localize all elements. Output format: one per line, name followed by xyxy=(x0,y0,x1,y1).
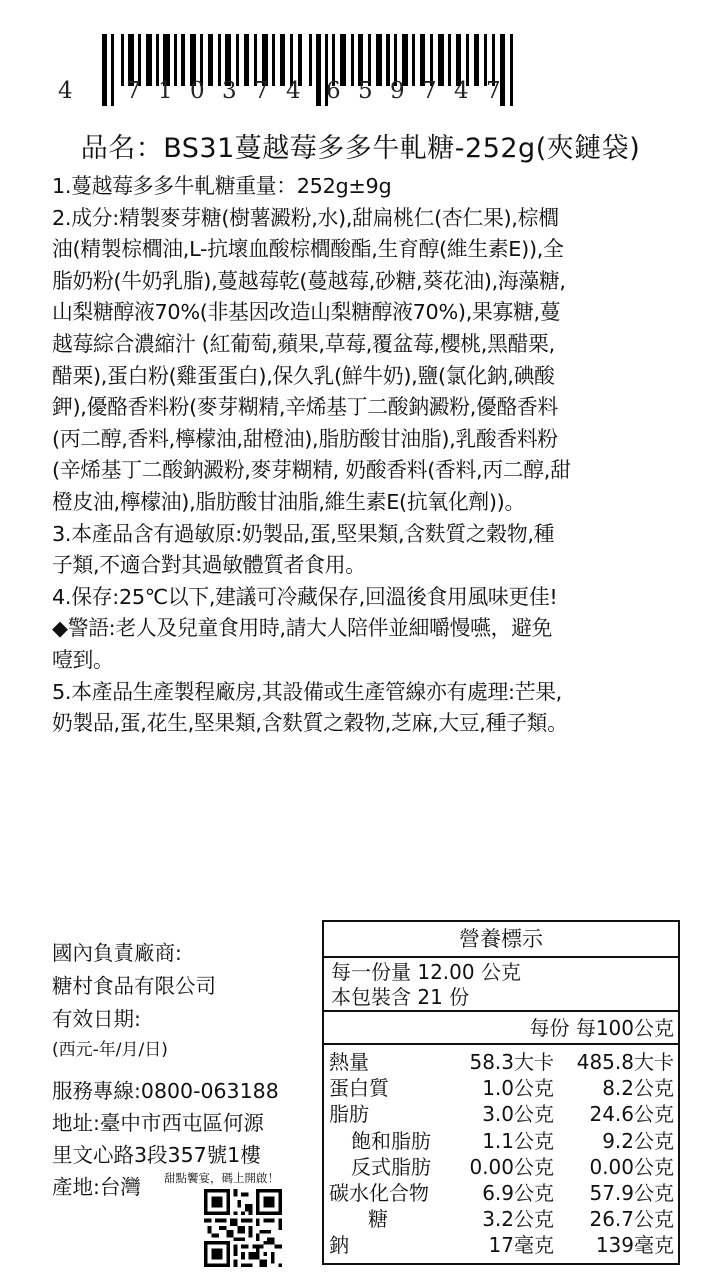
barcode-digit: 1 xyxy=(158,78,173,104)
barcode-digit: 3 xyxy=(222,78,237,104)
barcode-digit: 7 xyxy=(126,78,141,104)
text-line: 鉀),優酪香料粉(麥芽糊精,辛烯基丁二酸鈉澱粉,優酪香料 xyxy=(52,395,558,420)
per-serving-value: 6.9公克 xyxy=(482,1180,554,1205)
nutrient-name: 糖 xyxy=(368,1207,388,1232)
text-line: 油(精製棕櫚油,L-抗壞血酸棕櫚酸酯,生育醇(維生素E)),全 xyxy=(52,237,564,262)
per-serving-value: 1.0公克 xyxy=(482,1076,554,1101)
nutrition-row xyxy=(324,1101,678,1127)
text-line: 5.本產品生產製程廠房,其設備或生產管線亦有處理:芒果, xyxy=(52,679,562,704)
nutrition-row xyxy=(324,1075,678,1101)
responsible-name: 糖村食品有限公司 xyxy=(52,974,216,998)
per-serving-value: 0.00公克 xyxy=(469,1154,554,1179)
per-serving-value: 3.2公克 xyxy=(482,1207,554,1232)
per-100g-value: 485.8大卡 xyxy=(576,1050,674,1074)
ingredients-text xyxy=(52,171,684,740)
text-line: 脂奶粉(牛奶乳脂),蔓越莓乾(蔓越莓,砂糖,葵花油),海藻糖, xyxy=(52,268,566,293)
per-100g-value: 0.00公克 xyxy=(589,1154,674,1179)
address-line-2: 里文心路3段357號1樓 xyxy=(52,1143,261,1167)
barcode-digit: 4 xyxy=(286,78,301,104)
barcode-digit: 4 xyxy=(454,78,469,104)
per-serving-value: 3.0公克 xyxy=(482,1102,554,1127)
serving-size: 每一份量 12.00 公克 xyxy=(331,960,521,984)
nutrition-rows xyxy=(324,1045,678,1259)
nutrition-row xyxy=(324,1049,678,1075)
qr-code-icon xyxy=(204,1189,282,1267)
address-line-1: 地址:臺中市西屯區何源 xyxy=(52,1111,264,1135)
nutrition-row xyxy=(324,1206,678,1232)
text-line: 1.蔓越莓多多牛軋糖重量：252g±9g xyxy=(52,174,392,198)
text-line: 橙皮油,檸檬油),脂肪酸甘油脂,維生素E(抗氧化劑))。 xyxy=(52,489,525,514)
text-line: (丙二醇,香料,檸檬油,甜橙油),脂肪酸甘油脂),乳酸香料粉 xyxy=(52,426,558,451)
barcode-digit: 6 xyxy=(326,78,341,104)
nutrient-name: 脂肪 xyxy=(329,1102,369,1127)
text-line: (辛烯基丁二酸鈉澱粉,麥芽糊精, 奶酸香料(香料,丙二醇,甜 xyxy=(52,458,571,483)
text-line: 越莓綜合濃縮汁 (紅葡萄,蘋果,草莓,覆盆莓,櫻桃,黑醋栗, xyxy=(52,331,555,356)
origin: 產地:台灣 xyxy=(52,1175,141,1199)
responsible-label: 國內負責廠商: xyxy=(52,941,182,965)
nutrition-column-header: 每份 每100公克 xyxy=(324,1012,678,1045)
barcode-digit: 7 xyxy=(422,78,437,104)
text-line: ◆警語:老人及兒童食用時,請大人陪伴並細嚼慢嚥，避免 xyxy=(52,616,553,641)
per-100g-value: 139毫克 xyxy=(595,1233,674,1258)
per-100g-value: 24.6公克 xyxy=(589,1102,674,1127)
nutrient-name: 反式脂肪 xyxy=(351,1154,431,1179)
expiry-label: 有效日期: xyxy=(52,1007,141,1031)
nutrient-name: 熱量 xyxy=(329,1050,369,1074)
nutrition-row xyxy=(324,1154,678,1180)
per-serving-value: 17毫克 xyxy=(488,1233,554,1258)
per-100g-value: 8.2公克 xyxy=(602,1076,674,1101)
barcode-digit: 9 xyxy=(390,78,405,104)
nutrient-name: 蛋白質 xyxy=(329,1076,389,1101)
expiry-format: (西元-年/月/日) xyxy=(52,1040,168,1060)
qr-note: 甜點饗宴，碼上開啟！ xyxy=(164,1171,279,1185)
product-title: 品名：BS31蔓越莓多多牛軋糖-252g(夾鏈袋) xyxy=(80,133,641,164)
nutrition-table xyxy=(322,920,680,1265)
service-hotline: 服務專線:0800-063188 xyxy=(52,1079,279,1103)
barcode-digit: 7 xyxy=(486,78,501,104)
servings-per-pack: 本包裝含 21 份 xyxy=(331,985,470,1009)
text-line: 山梨糖醇液70%(非基因改造山梨糖醇液70%),果寡糖,蔓 xyxy=(52,300,561,325)
text-line: 2.成分:精製麥芽糖(樹薯澱粉,水),甜扁桃仁(杏仁果),棕櫚 xyxy=(52,205,559,230)
per-serving-value: 1.1公克 xyxy=(482,1128,554,1153)
barcode-number xyxy=(58,78,518,104)
text-line: 子類,不適合對其過敏體質者食用。 xyxy=(52,553,366,578)
text-line: 噎到。 xyxy=(52,647,114,672)
barcode-digit: 0 xyxy=(190,78,205,104)
qr-code[interactable] xyxy=(204,1189,282,1267)
barcode-digit: 5 xyxy=(358,78,373,104)
nutrition-row xyxy=(324,1128,678,1154)
text-line: 4.保存:25℃以下,建議可冷藏保存,回溫後食用風味更佳! xyxy=(52,584,558,609)
per-100g-value: 9.2公克 xyxy=(602,1128,674,1153)
text-line: 3.本產品含有過敏原:奶製品,蛋,堅果類,含麩質之穀物,種 xyxy=(52,521,555,546)
nutrition-row xyxy=(324,1180,678,1206)
text-line: 醋栗),蛋白粉(雞蛋蛋白),保久乳(鮮牛奶),鹽(氯化鈉,碘酸 xyxy=(52,363,555,388)
nutrition-title: 營養標示 xyxy=(324,922,678,958)
per-100g-value: 26.7公克 xyxy=(589,1207,674,1232)
per-serving-value: 58.3大卡 xyxy=(469,1050,554,1074)
nutrition-row xyxy=(324,1232,678,1258)
text-line: 奶製品,蛋,花生,堅果類,含麩質之穀物,芝麻,大豆,種子類。 xyxy=(52,711,568,736)
per-100g-value: 57.9公克 xyxy=(589,1180,674,1205)
barcode-digit: 7 xyxy=(254,78,269,104)
nutrient-name: 碳水化合物 xyxy=(329,1180,429,1205)
barcode-digit: 4 xyxy=(58,78,73,104)
nutrient-name: 鈉 xyxy=(329,1233,349,1258)
nutrient-name: 飽和脂肪 xyxy=(351,1128,431,1153)
serving-info xyxy=(324,958,678,1012)
